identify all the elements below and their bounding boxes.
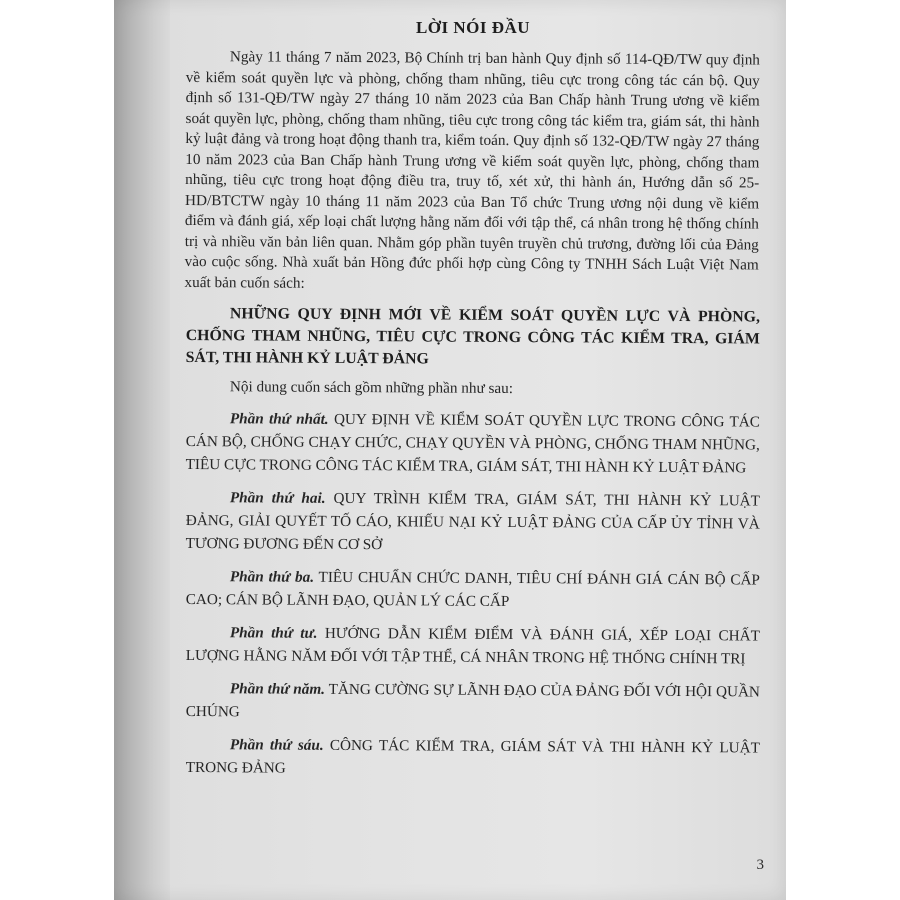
page-text-block bbox=[186, 18, 760, 789]
part-4 bbox=[186, 621, 760, 671]
part-3-label: Phần thứ ba. bbox=[229, 567, 315, 586]
page-number: 3 bbox=[756, 857, 764, 873]
part-3-text: TIÊU CHUẨN CHỨC DANH, TIÊU CHÍ ĐÁNH GIÁ CÁN BỘ CẤP CAO; CÁN BỘ LÃNH ĐẠO, QUẢN LÝ CÁC CẤP bbox=[185, 568, 760, 610]
part-2-text: QUY TRÌNH KIỂM TRA, GIÁM SÁT, THI HÀNH KỶ LUẬT ĐẢNG, GIẢI QUYẾT TỐ CÁO, KHIẾU NẠI KỶ LUẬT ĐẢNG CỦA CẤP ỦY TỈNH VÀ TƯƠNG ĐƯƠNG ĐẾN CƠ SỞ bbox=[185, 489, 760, 553]
book-page bbox=[114, 0, 786, 900]
part-1 bbox=[186, 407, 760, 480]
book-title: NHỮNG QUY ĐỊNH MỚI VỀ KIỂM SOÁT QUYỀN LỰC VÀ PHÒNG, CHỐNG THAM NHŨNG, TIÊU CỰC TRONG CÔNG TÁC KIỂM TRA, GIÁM SÁT, THI HÀNH KỶ LUẬT ĐẢNG bbox=[185, 305, 760, 368]
contents-intro: Nội dung cuốn sách gồm những phần như sau: bbox=[229, 378, 514, 397]
part-6 bbox=[186, 733, 760, 783]
part-5 bbox=[186, 677, 760, 727]
part-2 bbox=[186, 486, 760, 559]
part-6-label: Phần thứ sáu. bbox=[229, 735, 324, 754]
intro-paragraph: Ngày 11 tháng 7 năm 2023, Bộ Chính trị ban hành Quy định số 114-QĐ/TW quy định về kiểm soát quyền lực và phòng, chống tham nhũng, tiêu cực trong công tác cán bộ. Quy định số 131-QĐ/TW ngày 27 tháng 10 năm 2023 của Ban Chấp hành Trung ương về kiểm soát quyền lực, phòng, chống tham nhũng, tiêu cực trong công tác kiểm tra, giám sát, thi hành kỷ luật đảng và trong hoạt động thanh tra, kiểm toán. Quy định số 132-QĐ/TW ngày 27 tháng 10 năm 2023 của Ban Chấp hành Trung ương về kiểm soát quyền lực, phòng, chống tham nhũng, tiêu cực trong hoạt động điều tra, truy tố, xét xử, thi hành án, Hướng dẫn số 25-HD/BTCTW ngày 10 tháng 11 năm 2023 của Ban Tổ chức Trung ương nội dung về kiểm điểm và đánh giá, xếp loại chất lượng hằng năm đối với tập thể, cá nhân trong hệ thống chính trị và nhiều văn bản liên quan. Nhằm góp phần tuyên truyền chủ trương, đường lối của Đảng vào cuộc sống. Nhà xuất bản Hồng đức phối hợp cùng Công ty TNHH Sách Luật Việt Nam xuất bản cuốn sách: bbox=[184, 48, 760, 292]
part-2-label: Phần thứ hai. bbox=[229, 488, 326, 507]
part-4-label: Phần thứ tư. bbox=[229, 623, 318, 642]
part-4-text: HƯỚNG DẪN KIỂM ĐIỂM VÀ ĐÁNH GIÁ, XẾP LOẠI CHẤT LƯỢNG HẰNG NĂM ĐỐI VỚI TẬP THỂ, CÁ NHÂN TRONG HỆ THỐNG CHÍNH TRỊ bbox=[185, 624, 760, 667]
part-6-text: CÔNG TÁC KIỂM TRA, GIÁM SÁT VÀ THI HÀNH KỶ LUẬT TRONG ĐẢNG bbox=[185, 736, 760, 777]
part-1-text: QUY ĐỊNH VỀ KIỂM SOÁT QUYỀN LỰC TRONG CÔNG TÁC CÁN BỘ, CHỐNG CHẠY CHỨC, CHẠY QUYỀN VÀ PHÒNG, CHỐNG THAM NHŨNG, TIÊU CỰC TRONG CÔNG TÁC KIỂM TRA, GIÁM SÁT, THI HÀNH KỶ LUẬT ĐẢNG bbox=[185, 410, 760, 476]
part-5-label: Phần thứ năm. bbox=[229, 679, 326, 698]
page-heading: LỜI NÓI ĐẦU bbox=[415, 18, 531, 37]
part-1-label: Phần thứ nhất. bbox=[229, 409, 329, 428]
part-3 bbox=[186, 565, 760, 615]
part-5-text: TĂNG CƯỜNG SỰ LÃNH ĐẠO CỦA ĐẢNG ĐỐI VỚI HỘI QUẦN CHÚNG bbox=[185, 680, 760, 720]
page-gutter-shadow bbox=[114, 0, 170, 900]
